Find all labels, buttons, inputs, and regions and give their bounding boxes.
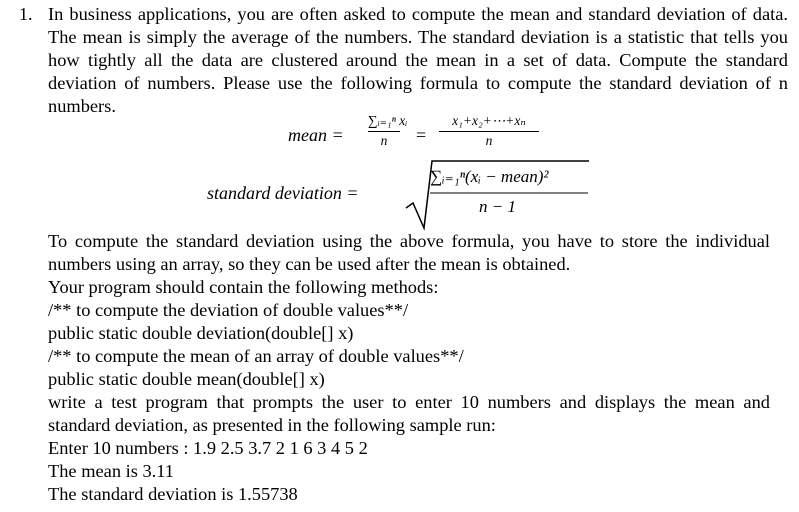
question-number: 1.	[19, 4, 33, 24]
mean-fraction-sum	[368, 113, 408, 150]
equals-sign: =	[416, 125, 427, 145]
sample-run-line: The mean is 3.11	[48, 461, 174, 481]
sd-label: standard deviation =	[207, 183, 359, 203]
body-text	[48, 230, 770, 506]
text-line: public static double deviation(double[] x)	[48, 323, 354, 343]
text-line: /** to compute the deviation of double values**/	[48, 300, 409, 320]
text-line: public static double mean(double[] x)	[48, 369, 325, 389]
mean-expanded-numerator: x₁+x₂+⋯+xₙ	[452, 113, 526, 128]
sd-numerator: ∑ᵢ₌₁ⁿ(xᵢ − mean)²	[430, 167, 549, 186]
mean-sum-denominator: n	[380, 133, 388, 148]
sample-run-line: The standard deviation is 1.55738	[48, 484, 298, 504]
mean-expanded-denominator: n	[485, 133, 493, 148]
mean-sum-numerator: ∑ᵢ₌₁ⁿ xᵢ	[368, 113, 408, 128]
intro-paragraph: In business applications, you are often asked to compute the mean and standard deviation of data. The mean is simply the average of the numbers. The standard deviation is a statistic that tells you how tightly all the data are clustered around the mean in a set of data. Compute the standard deviation of numbers. Please use the following formula to compute the standard deviation of n numbers.	[48, 4, 788, 116]
mean-fraction-expanded	[439, 113, 539, 150]
array-paragraph: To compute the standard deviation using the above formula, you have to store the individual numbers using an array, so they can be used after the mean is obtained.	[48, 231, 770, 274]
text-line: Your program should contain the following methods:	[48, 277, 439, 297]
sd-denominator: n − 1	[479, 197, 516, 216]
test-program-paragraph: write a test program that prompts the user to enter 10 numbers and displays the mean and standard deviation, as presented in the following sample run:	[48, 392, 770, 435]
mean-label: mean =	[288, 125, 344, 145]
sample-run-line: Enter 10 numbers : 1.9 2.5 3.7 2 1 6 3 4 5 2	[48, 438, 368, 458]
text-line: /** to compute the mean of an array of double values**/	[48, 346, 464, 366]
